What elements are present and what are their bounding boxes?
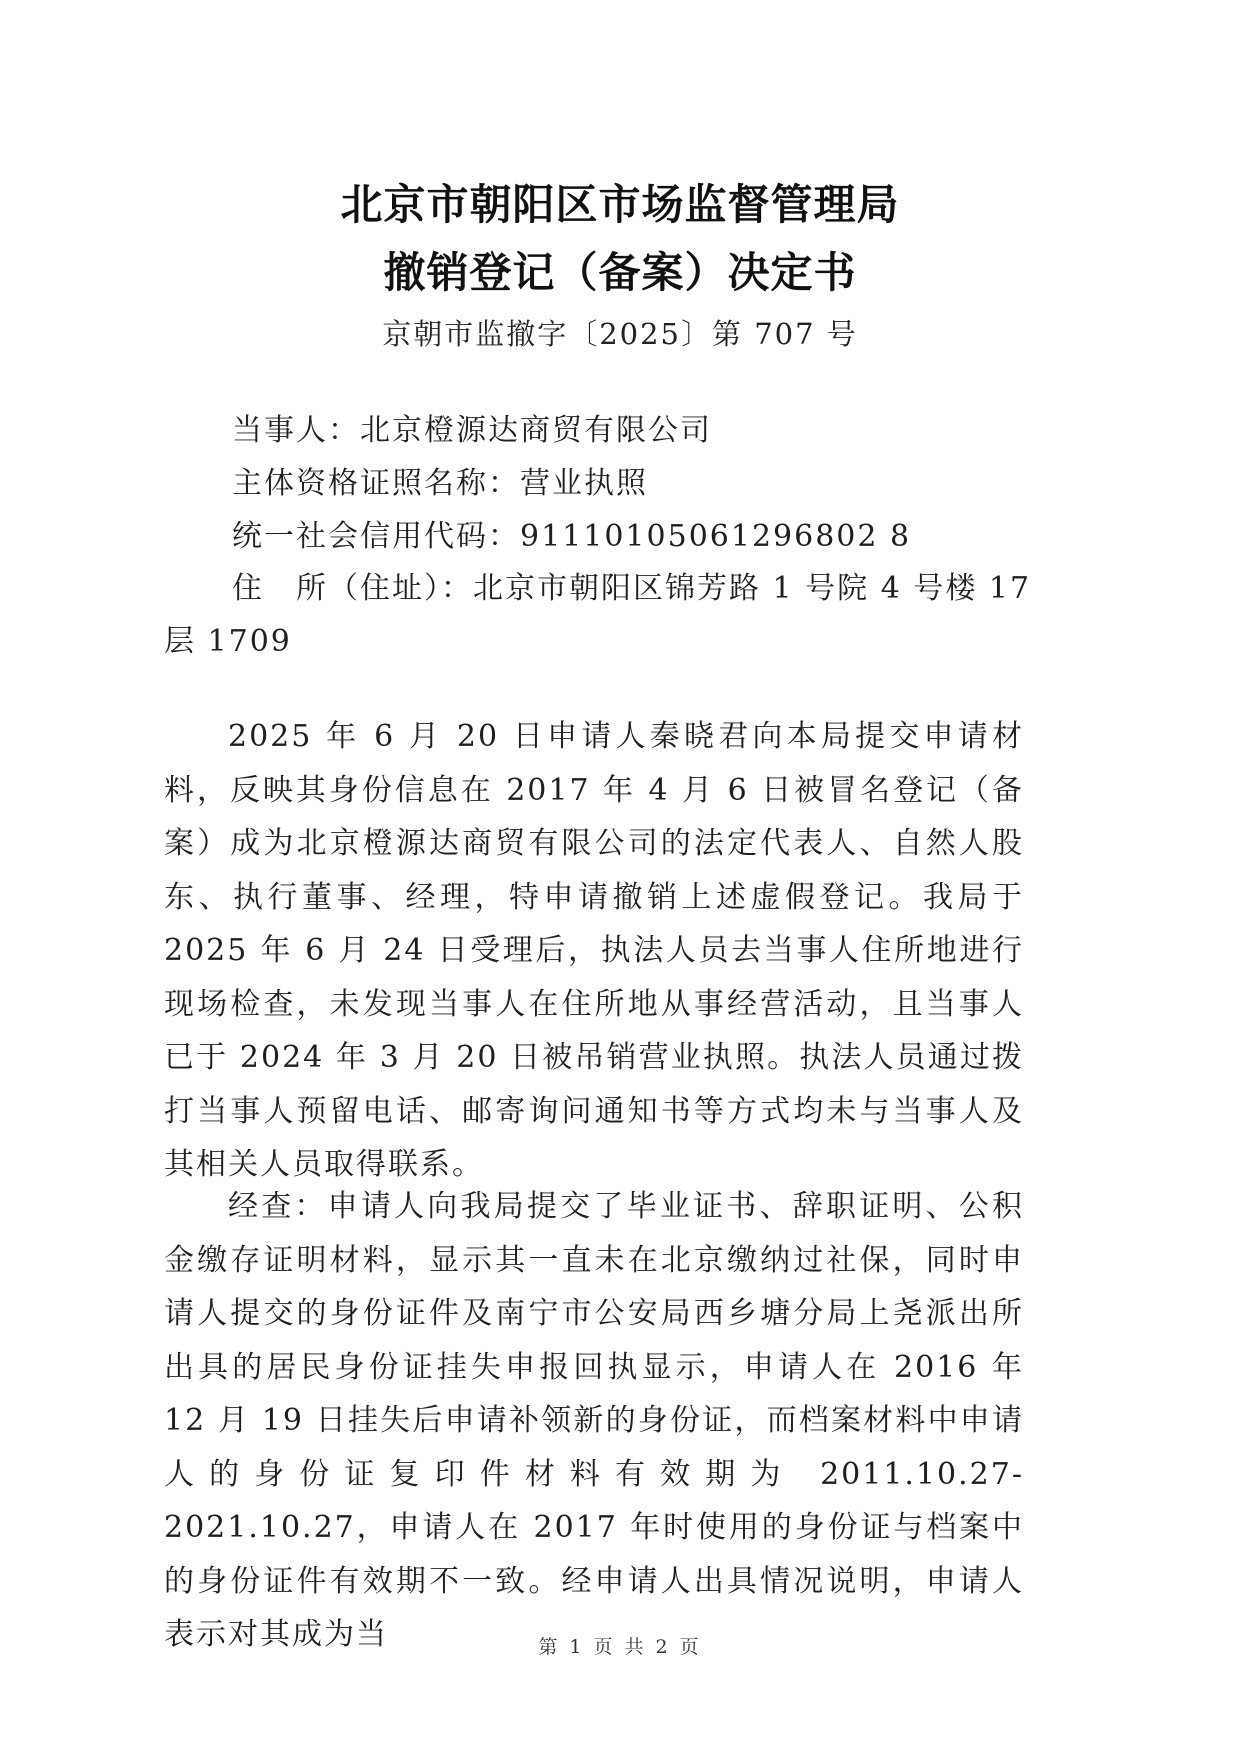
page-footer: 第 1 页 共 2 页 xyxy=(538,1636,702,1658)
body-paragraph-1: 2025 年 6 月 20 日申请人秦晓君向本局提交申请材料，反映其身份信息在 2017 年 4 月 6 日被冒名登记（备案）成为北京橙源达商贸有限公司的法定代表人、自然人股东、执行董事、经理，特申请撤销上述虚假登记。我局于 2025 年 6 月 24 日受理后，执法人员去当事人住所地进行现场检查，未发现当事人在住所地从事经营活动，且当事人已于 2024 年 3 月 20 日被吊销营业执照。执法人员通过拨打当事人预留电话、邮寄询问通知书等方式均未与当事人及其相关人员取得联系。 xyxy=(164,719,1024,1182)
license-name-field: 主体资格证照名称：营业执照 xyxy=(232,466,648,501)
address-field-continued: 层 1709 xyxy=(164,624,292,659)
document-title-line1: 北京市朝阳区市场监督管理局 xyxy=(340,180,900,229)
credit-code-field: 统一社会信用代码：91110105061296802 8 xyxy=(232,519,912,554)
party-field: 当事人：北京橙源达商贸有限公司 xyxy=(232,413,712,448)
address-field: 住 所（住址）：北京市朝阳区锦芳路 1 号院 4 号楼 17 xyxy=(232,571,1032,606)
body-paragraph-2: 经查：申请人向我局提交了毕业证书、辞职证明、公积金缴存证明材料，显示其一直未在北京缴纳过社保，同时申请人提交的身份证件及南宁市公安局西乡塘分局上尧派出所出具的居民身份证挂失申报回执显示，申请人在 2016 年 12 月 19 日挂失后申请补领新的身份证，而档案材料中申请人的身份证复印件材料有效期为 2011.10.27-2021.10.27，申请人在 2017 年时使用的身份证与档案中的身份证件有效期不一致。经申请人出具情况说明，申请人表示对其成为当 xyxy=(164,1189,1024,1652)
document-number: 京朝市监撤字〔2025〕第 707 号 xyxy=(382,317,858,351)
document-title-line2: 撤销登记（备案）决定书 xyxy=(383,248,857,297)
